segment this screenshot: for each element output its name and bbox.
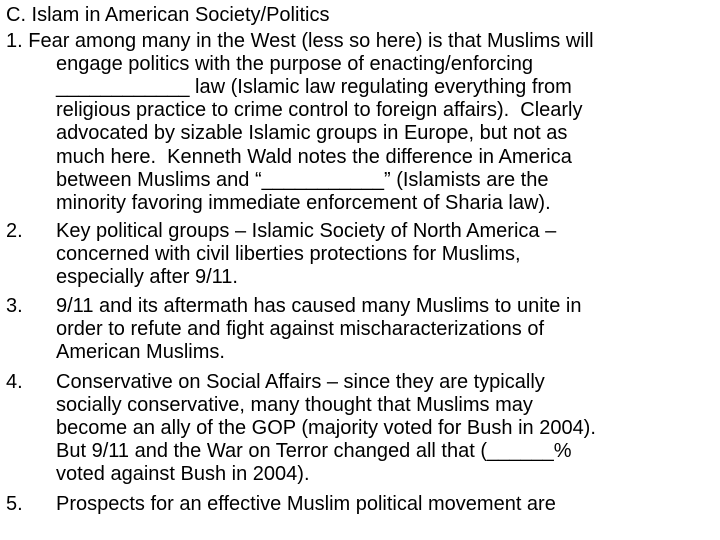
item-3-number: 3. — [6, 295, 23, 317]
item-4-line-5: voted against Bush in 2004). — [56, 463, 310, 485]
section-heading: C. Islam in American Society/Politics — [6, 4, 330, 26]
item-3-line-2: order to refute and fight against mischaracterizations of — [56, 318, 545, 340]
item-1-line-4: religious practice to crime control to foreign affairs). Clearly — [56, 99, 583, 121]
item-2-line-3: especially after 9/11. — [56, 266, 238, 288]
item-1-line-8: minority favoring immediate enforcement of Sharia law). — [56, 192, 551, 214]
item-3-line-1: 9/11 and its aftermath has caused many Muslims to unite in — [56, 295, 582, 317]
item-5-line-1: Prospects for an effective Muslim political movement are — [56, 493, 556, 515]
item-4-line-3: become an ally of the GOP (majority voted for Bush in 2004). — [56, 417, 596, 439]
item-4-line-4: But 9/11 and the War on Terror changed all that (______% — [56, 440, 572, 462]
item-1-line-7: between Muslims and “___________” (Islamists are the — [56, 169, 549, 191]
item-1-number: 1. — [6, 30, 23, 52]
item-1-line-3: ____________ law (Islamic law regulating everything from — [56, 76, 572, 98]
item-4-line-2: socially conservative, many thought that Muslims may — [56, 394, 533, 416]
item-1-line-2: engage politics with the purpose of enacting/enforcing — [56, 53, 533, 75]
item-4-line-1: Conservative on Social Affairs – since they are typically — [56, 371, 545, 393]
item-1-line-5: advocated by sizable Islamic groups in Europe, but not as — [56, 122, 568, 144]
item-2-line-2: concerned with civil liberties protections for Muslims, — [56, 243, 521, 265]
item-5-number: 5. — [6, 493, 23, 515]
item-1-line-1: Fear among many in the West (less so here) is that Muslims will — [28, 30, 594, 52]
item-4-number: 4. — [6, 371, 23, 393]
item-1-line-6: much here. Kenneth Wald notes the difference in America — [56, 146, 572, 168]
item-2-number: 2. — [6, 220, 23, 242]
item-2-line-1: Key political groups – Islamic Society of North America – — [56, 220, 557, 242]
item-1-first-line — [6, 30, 594, 52]
item-3-line-3: American Muslims. — [56, 341, 225, 363]
